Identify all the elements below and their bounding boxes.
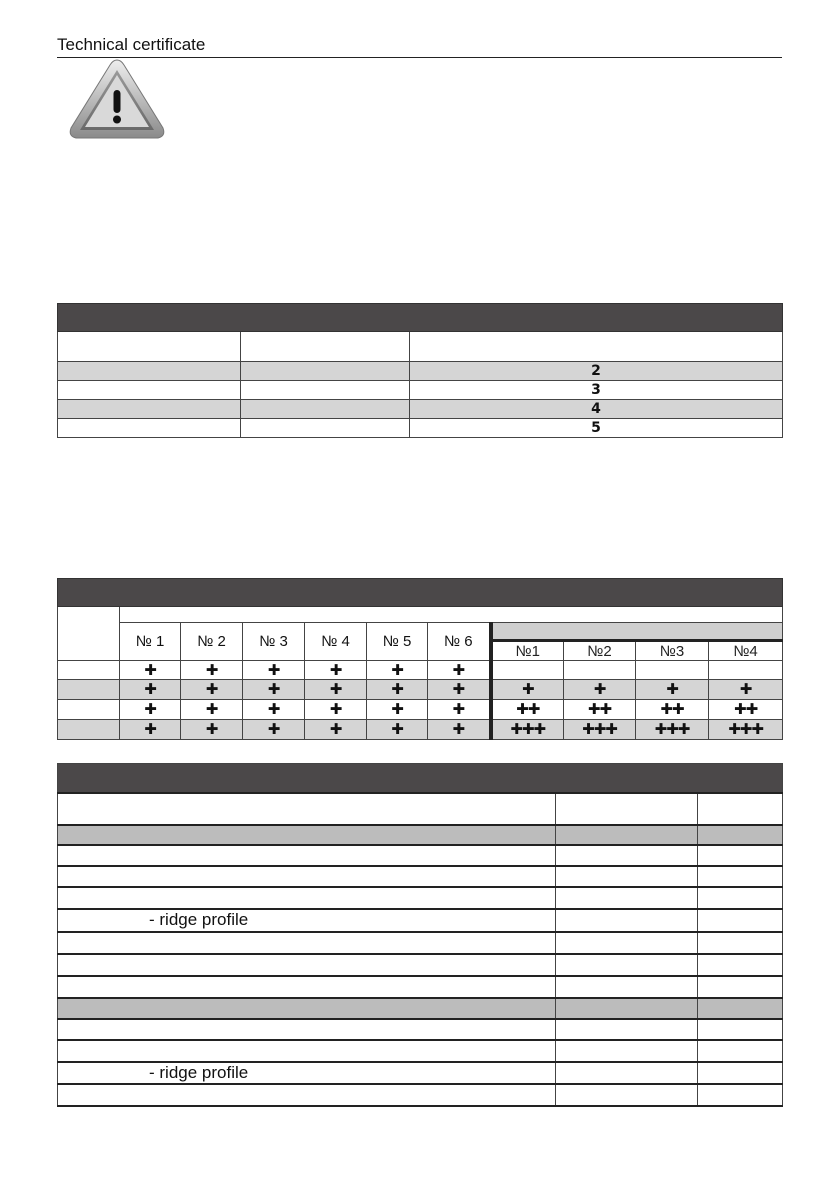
table-2-group-header — [120, 607, 783, 623]
plus-mark: ✚ — [367, 661, 428, 680]
double-plus-mark: ✚✚ — [564, 700, 636, 720]
table-2-corner-cell — [58, 607, 120, 661]
triple-plus-mark: ✚✚✚ — [564, 720, 636, 740]
double-plus-mark: ✚✚ — [636, 700, 709, 720]
plus-mark: ✚ — [243, 680, 305, 700]
table-row — [58, 866, 783, 887]
table-1-value: 3 — [410, 381, 783, 400]
document-header-title: Technical certificate — [57, 35, 206, 54]
column-header: № 1 — [120, 623, 181, 661]
column-header: № 5 — [367, 623, 428, 661]
plus-mark: ✚ — [564, 680, 636, 700]
plus-mark: ✚ — [305, 661, 367, 680]
double-plus-mark: ✚✚ — [491, 700, 564, 720]
table-1-title-bar — [58, 304, 783, 332]
plus-mark: ✚ — [181, 700, 243, 720]
double-plus-mark: ✚✚ — [709, 700, 783, 720]
warning-triangle-icon — [68, 58, 166, 140]
table-row — [58, 661, 783, 680]
plus-mark: ✚ — [120, 661, 181, 680]
plus-mark: ✚ — [305, 720, 367, 740]
plus-mark: ✚ — [305, 680, 367, 700]
table-row — [58, 700, 783, 720]
plus-mark: ✚ — [305, 700, 367, 720]
table-1 — [57, 303, 783, 438]
subcolumn-header: №3 — [636, 641, 709, 661]
table-row — [58, 720, 783, 740]
plus-mark: ✚ — [243, 720, 305, 740]
table-row — [58, 419, 783, 438]
plus-mark: ✚ — [243, 661, 305, 680]
plus-mark: ✚ — [428, 680, 491, 700]
table-row — [58, 362, 783, 381]
plus-mark — [709, 661, 783, 680]
plus-mark: ✚ — [367, 680, 428, 700]
table-row — [58, 680, 783, 700]
plus-mark: ✚ — [120, 720, 181, 740]
column-header: № 4 — [305, 623, 367, 661]
plus-mark: ✚ — [181, 720, 243, 740]
plus-mark: ✚ — [636, 680, 709, 700]
table-row — [58, 845, 783, 866]
table-1-header-cell — [241, 332, 410, 362]
table-row — [58, 1084, 783, 1106]
table-row — [58, 400, 783, 419]
table-row — [58, 381, 783, 400]
plus-mark: ✚ — [367, 700, 428, 720]
triple-plus-mark: ✚✚✚ — [491, 720, 564, 740]
table-1-header-cell — [410, 332, 783, 362]
table-3-title-bar — [58, 764, 783, 793]
table-row — [58, 909, 783, 932]
plus-mark — [564, 661, 636, 680]
plus-mark: ✚ — [243, 700, 305, 720]
table-2 — [57, 578, 783, 740]
plus-mark — [491, 661, 564, 680]
row-label-ridge-profile: - ridge profile — [58, 909, 556, 932]
column-header: № 3 — [243, 623, 305, 661]
plus-mark: ✚ — [181, 680, 243, 700]
table-row — [58, 976, 783, 998]
column-header: № 6 — [428, 623, 491, 661]
table-row — [58, 954, 783, 976]
plus-mark: ✚ — [709, 680, 783, 700]
table-1-value: 5 — [410, 419, 783, 438]
table-row — [58, 1040, 783, 1062]
table-row — [58, 825, 783, 845]
plus-mark: ✚ — [428, 700, 491, 720]
plus-mark: ✚ — [367, 720, 428, 740]
table-2-subgroup-header — [491, 623, 783, 641]
table-row — [58, 998, 783, 1019]
table-2-title-bar — [58, 579, 783, 607]
plus-mark: ✚ — [120, 680, 181, 700]
plus-mark: ✚ — [428, 720, 491, 740]
row-label-ridge-profile: - ridge profile — [58, 1062, 556, 1084]
column-header: № 2 — [181, 623, 243, 661]
plus-mark — [636, 661, 709, 680]
plus-mark: ✚ — [491, 680, 564, 700]
table-1-value: 4 — [410, 400, 783, 419]
table-3-header-row — [58, 793, 783, 825]
subcolumn-header: №2 — [564, 641, 636, 661]
table-row — [58, 1019, 783, 1040]
subcolumn-header: №4 — [709, 641, 783, 661]
plus-mark: ✚ — [181, 661, 243, 680]
table-1-header-cell — [58, 332, 241, 362]
table-row — [58, 932, 783, 954]
table-row — [58, 887, 783, 909]
subcolumn-header: №1 — [491, 641, 564, 661]
table-row — [58, 1062, 783, 1084]
plus-mark: ✚ — [120, 700, 181, 720]
triple-plus-mark: ✚✚✚ — [636, 720, 709, 740]
plus-mark: ✚ — [428, 661, 491, 680]
triple-plus-mark: ✚✚✚ — [709, 720, 783, 740]
table-3 — [57, 763, 783, 1107]
table-1-value: 2 — [410, 362, 783, 381]
